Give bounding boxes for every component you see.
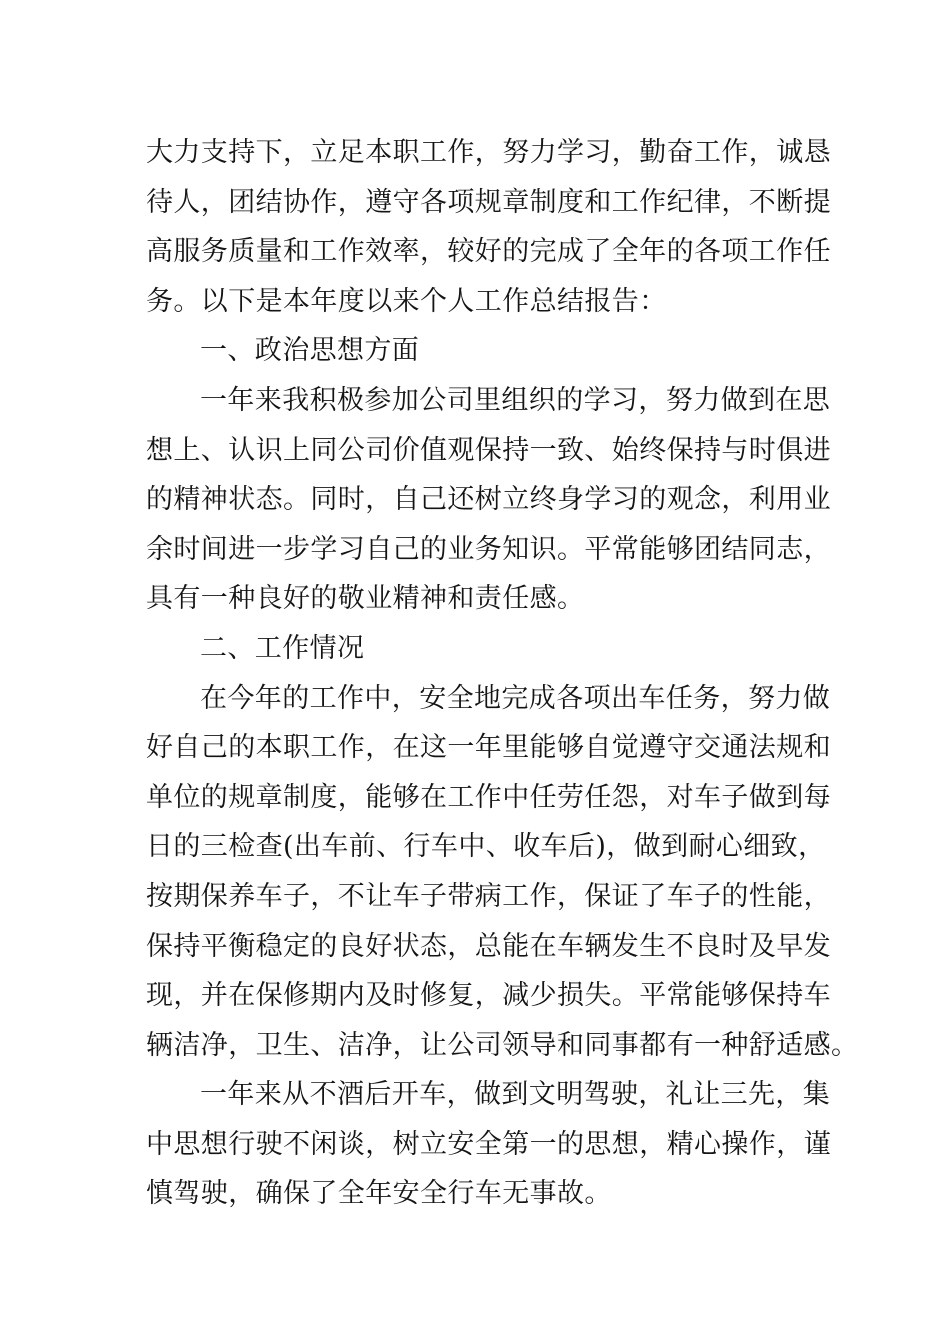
document-body (146, 128, 859, 1219)
text-line: 日的三检查(出车前、行车中、收车后)，做到耐心细致， (146, 831, 826, 863)
text-line: 余时间进一步学习自己的业务知识。平常能够团结同志， (146, 533, 831, 565)
text-line: 辆洁净，卫生、洁净，让公司领导和同事都有一种舒适感。 (146, 1029, 859, 1061)
text-line: 好自己的本职工作，在这一年里能够自觉遵守交通法规和 (146, 732, 831, 764)
text-line: 想上、认识上同公司价值观保持一致、始终保持与时俱进 (146, 434, 831, 466)
text-line: 务。以下是本年度以来个人工作总结报告： (146, 285, 667, 317)
text-line: 具有一种良好的敬业精神和责任感。 (146, 583, 585, 615)
text-line: 中思想行驶不闲谈，树立安全第一的思想，精心操作，谨 (146, 1128, 831, 1160)
text-line: 在今年的工作中，安全地完成各项出车任务，努力做 (200, 682, 831, 714)
text-line: 大力支持下，立足本职工作，努力学习，勤奋工作，诚恳 (146, 137, 831, 168)
text-line: 现，并在保修期内及时修复，减少损失。平常能够保持车 (146, 980, 831, 1012)
text-line: 的精神状态。同时，自己还树立终身学习的观念，利用业 (146, 484, 831, 516)
text-line: 高服务质量和工作效率，较好的完成了全年的各项工作任 (146, 236, 831, 268)
text-line: 单位的规章制度，能够在工作中任劳任怨，对车子做到每 (146, 781, 831, 813)
text-line: 一年来我积极参加公司里组织的学习，努力做到在思 (200, 384, 831, 416)
section-heading-work: 二、工作情况 (200, 632, 365, 664)
text-line: 按期保养车子，不让车子带病工作，保证了车子的性能， (146, 880, 831, 912)
text-line: 一年来从不酒后开车，做到文明驾驶，礼让三先，集 (200, 1079, 831, 1111)
text-line: 保持平衡稳定的良好状态，总能在车辆发生不良时及早发 (146, 930, 831, 962)
section-heading-political: 一、政治思想方面 (200, 335, 420, 367)
text-line: 待人，团结协作，遵守各项规章制度和工作纪律，不断提 (146, 186, 831, 218)
text-line: 慎驾驶，确保了全年安全行车无事故。 (146, 1178, 612, 1210)
